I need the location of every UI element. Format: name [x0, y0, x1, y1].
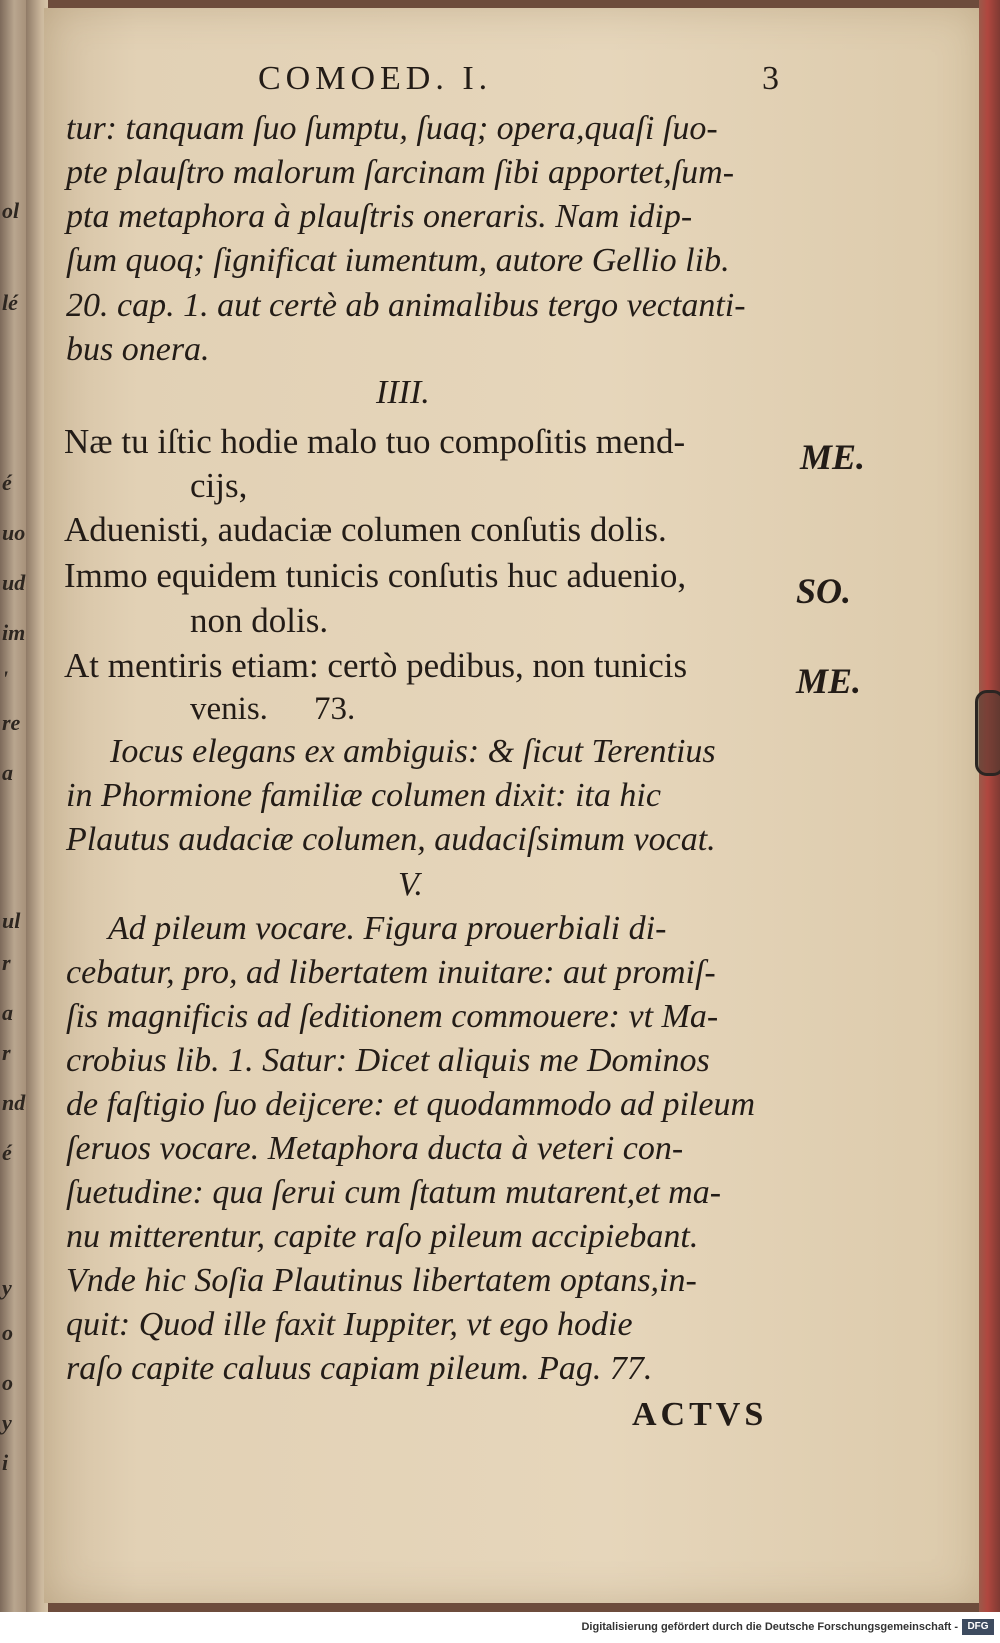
commentary-line: 20. cap. 1. aut certè ab animalibus tergo vectanti- [66, 287, 746, 324]
verse-line: At mentiris etiam: certò pedibus, non tunicis [64, 646, 688, 685]
footer-credit: Digitalisierung gefördert durch die Deutsche Forschungsgemeinschaft - [581, 1621, 958, 1633]
catchword: ACTVS [632, 1396, 768, 1433]
commentary-line: raſo capite caluus capiam pileum. Pag. 77. [66, 1350, 653, 1387]
section-numeral: IIII. [376, 374, 430, 411]
speaker-label: ME. [796, 661, 862, 701]
commentary-line: de faſtigio ſuo deijcere: et quodammodo ad pileum [66, 1086, 755, 1123]
fragment: r [2, 950, 11, 975]
fragment: o [2, 1370, 13, 1395]
commentary-line: tur: tanquam ſuo ſumptu, ſuaq; opera,quaſi ſuo- [66, 110, 718, 147]
speaker-label: ME. [800, 437, 866, 477]
commentary-line: ſum quoq; ſignificat iumentum, autore Gellio lib. [66, 242, 730, 279]
digitization-footer [0, 1612, 1000, 1643]
running-title: COMOED. I. [258, 60, 493, 97]
fragment: nd [2, 1090, 26, 1115]
fragment: a [2, 1000, 13, 1025]
commentary-line: pta metaphora à plauſtris oneraris. Nam idip- [66, 198, 693, 235]
section-numeral: V. [398, 866, 423, 903]
fragment: ' [2, 666, 9, 691]
verse-number: 73. [314, 691, 356, 727]
fragment: y [2, 1410, 12, 1435]
commentary-line: crobius lib. 1. Satur: Dicet aliquis me Dominos [66, 1042, 710, 1079]
verse-line: non dolis. [190, 601, 329, 640]
dfg-logo: DFG [962, 1619, 994, 1635]
fragment: i [2, 1450, 9, 1475]
commentary-line: cebatur, pro, ad libertatem inuitare: aut promiſ- [66, 954, 716, 991]
fragment: r [2, 1040, 11, 1065]
fragment: ul [2, 908, 21, 933]
commentary-line: Ad pileum vocare. Figura prouerbiali di- [108, 910, 667, 947]
note-line: Plautus audaciæ columen, audaciſsimum vocat. [66, 821, 716, 858]
fragment: y [2, 1275, 12, 1300]
fragment: é [2, 470, 12, 495]
verse-line: Næ tu iſtic hodie malo tuo compoſitis mend- [64, 422, 686, 461]
verse-line: cijs, [190, 466, 248, 505]
fragment: a [2, 760, 13, 785]
speaker-label: SO. [796, 571, 852, 611]
commentary-line: Vnde hic Soſia Plautinus libertatem optans,in- [66, 1262, 697, 1299]
fragment: o [2, 1320, 13, 1345]
commentary-line: nu mitterentur, capite raſo pileum accipiebant. [66, 1218, 699, 1255]
note-line: Iocus elegans ex ambiguis: & ſicut Terentius [110, 733, 716, 770]
commentary-line: quit: Quod ille faxit Iuppiter, vt ego hodie [66, 1306, 633, 1343]
verse-line: Immo equidem tunicis conſutis huc aduenio, [64, 556, 687, 595]
commentary-line: ſeruos vocare. Metaphora ducta à veteri con- [66, 1130, 684, 1167]
fragment: im [2, 620, 26, 645]
commentary-line: ſis magnificis ad ſeditionem commouere: vt Ma- [66, 998, 719, 1035]
commentary-line: bus onera. [66, 331, 210, 368]
verse-line: venis. [190, 691, 268, 727]
commentary-line: ſuetudine: qua ſerui cum ſtatum mutarent,et ma- [66, 1174, 722, 1211]
fragment: é [2, 1140, 12, 1165]
fragment: ol [2, 198, 20, 223]
page-number: 3 [762, 60, 779, 97]
fragment: uo [2, 520, 26, 545]
verse-line: Aduenisti, audaciæ columen conſutis dolis. [64, 510, 667, 549]
commentary-line: pte plauſtro malorum ſarcinam ſibi apportet,ſum- [66, 154, 735, 191]
fragment: lé [2, 290, 18, 315]
fragment: re [2, 710, 21, 735]
note-line: in Phormione familiæ columen dixit: ita hic [66, 777, 661, 814]
fragment: ud [2, 570, 26, 595]
